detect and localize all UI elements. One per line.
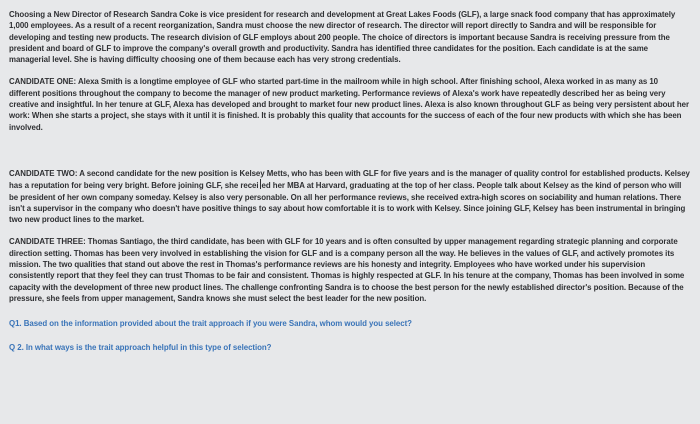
intro-paragraph: Choosing a New Director of Research Sandra Coke is vice president for research and development at Great Lakes Foods (GLF), a large snack food company that has approximately 1,000 employees. As a result of a recent reorganization, Sandra must choose the new director of research. The director will report directly to Sandra and will be responsible for developing and testing new products. The research division of GLF employs about 200 people. The choice of directors is important because Sandra is receiving pressure from the president and board of GLF to improve the company's overall growth and productivity. Sandra has identified three candidates for the position. Each candidate is at the same managerial level. She is having difficulty choosing one of them because each has very strong credentials. [9,10,676,65]
question-one: Q1. Based on the information provided about the trait approach if you were Sandra, whom would you select? [9,319,412,329]
question-two: Q 2. In what ways is the trait approach helpful in this type of selection? [9,342,272,352]
candidate-two-paragraph [9,168,691,225]
text-cursor-icon [260,179,261,189]
candidate-two-text-end: ed her MBA at Harvard, graduating at the top of her class. People talk about Kelsey as the kind of person who will be president of her own company someday. Kelsey is also very personable. On all her performance reviews, she received extra-high scores on sociability and human relations. There isn't a supervisor in the company who doesn't have positive things to say about how comfortable it is to work with Kelsey. Since joining GLF, Kelsey has been instrumental in bringing two new product lines to the market. [9,181,686,225]
candidate-one-paragraph: CANDIDATE ONE: Alexa Smith is a longtime employee of GLF who started part-time in the mailroom while in high school. After finishing school, Alexa worked in as many as 10 different positions throughout the company to become the manager of new product marketing. Performance reviews of Alexa's work have repeatedly described her as being very creative and insightful. In her tenure at GLF, Alexa has developed and brought to market four new product lines. Alexa is also known throughout GLF as being very persistent about her work: When she starts a project, she stays with it until it is finished. It is probably this quality that accounts for the success of each of the four new products with which she has been involved. [9,77,689,132]
candidate-three-paragraph: CANDIDATE THREE: Thomas Santiago, the third candidate, has been with GLF for 10 years and is often consulted by upper management regarding strategic planning and corporate direction setting. Thomas has been very involved in establishing the vision for GLF and is a company person all the way. He believes in the values of GLF, and actively promotes its mission. The two qualities that stand out above the rest in Thomas's performance reviews are his honesty and integrity. Employees who have worked under his supervision consistently report that they feel they can trust Thomas to be fair and consistent. Thomas is highly respected at GLF. In his tenure at the company, Thomas has been involved in some capacity with the development of three new product lines. The challenge confronting Sandra is to choose the best person for the newly established director's position. Because of the pressure, she feels from upper management, Sandra knows she must select the best leader for the new position. [9,237,685,303]
candidate-two-text-start: CANDIDATE TWO: A second candidate for the new position is Kelsey Metts, who has been with GLF for five years and is the manager of quality control for established products. Kelsey has a reputation for being very bright. Before joining GLF, she recei [9,168,690,191]
